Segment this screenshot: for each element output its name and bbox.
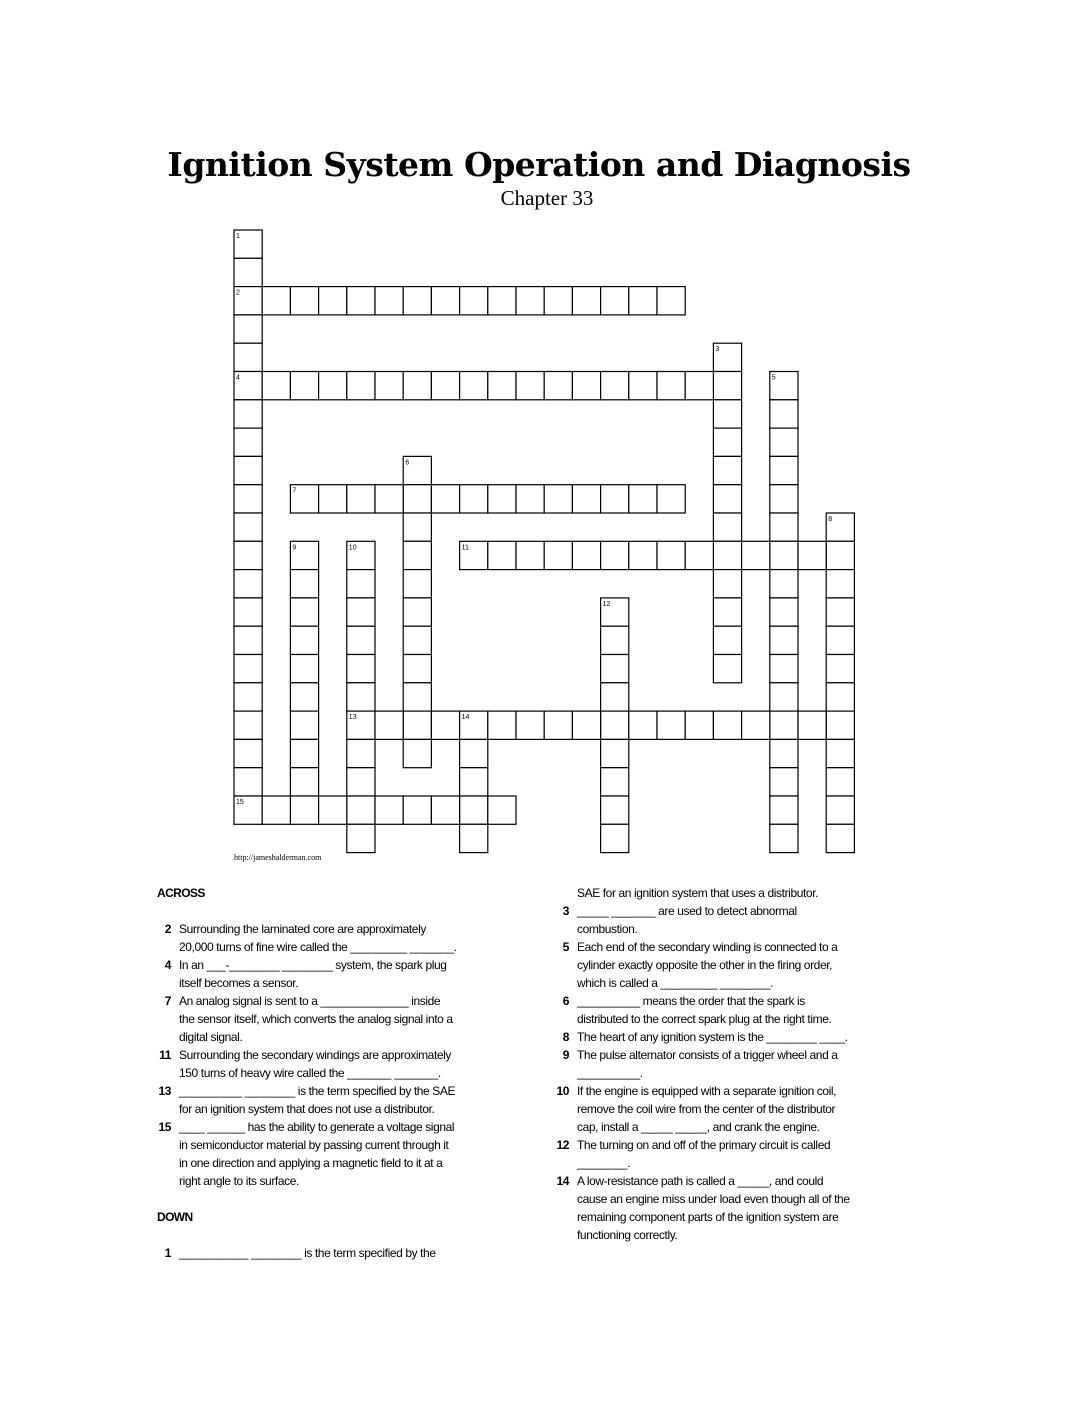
clue-text: Surrounding the laminated core are approximately bbox=[179, 922, 426, 936]
grid-cell[interactable] bbox=[713, 400, 741, 428]
grid-cell[interactable] bbox=[460, 372, 488, 400]
grid-cell[interactable] bbox=[601, 768, 629, 796]
grid-cell[interactable] bbox=[770, 428, 798, 456]
clue bbox=[157, 1244, 517, 1262]
clue-number: 7 bbox=[164, 994, 171, 1008]
grid-cell[interactable] bbox=[826, 683, 854, 711]
clue bbox=[157, 1046, 517, 1082]
clue-text: cap, install a _____ _____, and crank the engine. bbox=[577, 1120, 820, 1134]
grid-cell[interactable] bbox=[685, 541, 713, 569]
grid-cell[interactable] bbox=[713, 428, 741, 456]
grid-cell[interactable] bbox=[770, 541, 798, 569]
down-heading: DOWN bbox=[157, 1210, 193, 1224]
clue-text: Each end of the secondary winding is connected to a bbox=[577, 940, 838, 954]
clue-text: ___________ ________ is the term specified by the bbox=[179, 1246, 436, 1260]
cell-number: 3 bbox=[715, 346, 720, 354]
grid-cell[interactable] bbox=[798, 541, 826, 569]
grid-cell[interactable] bbox=[770, 400, 798, 428]
grid-cell[interactable] bbox=[629, 372, 657, 400]
page-title: Ignition System Operation and Diagnosis bbox=[167, 145, 911, 184]
grid-cell[interactable] bbox=[375, 372, 403, 400]
grid-cell[interactable] bbox=[770, 570, 798, 598]
clue-text: cylinder exactly opposite the other in the firing order, bbox=[577, 958, 833, 972]
grid-cell[interactable] bbox=[601, 824, 629, 852]
grid-cell[interactable] bbox=[601, 796, 629, 824]
grid-cell[interactable] bbox=[713, 570, 741, 598]
clue-text: the sensor itself, which converts the analog signal into a bbox=[179, 1012, 453, 1026]
clue-text: In an ___-________ ________ system, the spark plug bbox=[179, 958, 447, 972]
grid-cell[interactable] bbox=[713, 513, 741, 541]
grid-cell[interactable] bbox=[572, 372, 600, 400]
clue-number: 2 bbox=[164, 922, 171, 936]
grid-cell[interactable] bbox=[347, 485, 375, 513]
clue-number: 15 bbox=[158, 1120, 171, 1134]
grid-cell[interactable] bbox=[713, 598, 741, 626]
grid-cell[interactable] bbox=[516, 485, 544, 513]
grid-cell[interactable] bbox=[488, 372, 516, 400]
grid-cell[interactable] bbox=[713, 456, 741, 484]
grid-cell[interactable] bbox=[601, 372, 629, 400]
grid-cell[interactable] bbox=[234, 343, 262, 371]
grid-cell[interactable] bbox=[290, 570, 318, 598]
clue-text: combustion. bbox=[577, 922, 638, 936]
grid-cell[interactable] bbox=[319, 796, 347, 824]
clue-text: in one direction and applying a magnetic field to it at a bbox=[179, 1156, 443, 1170]
grid-cell[interactable] bbox=[403, 626, 431, 654]
grid-cell[interactable] bbox=[488, 711, 516, 739]
grid-cell[interactable] bbox=[826, 655, 854, 683]
grid-cell[interactable] bbox=[657, 287, 685, 315]
grid-cell[interactable] bbox=[770, 796, 798, 824]
grid-cell[interactable] bbox=[403, 683, 431, 711]
grid-cell[interactable] bbox=[262, 287, 290, 315]
clue-text: _____ _______ are used to detect abnormal bbox=[577, 904, 797, 918]
grid-cell[interactable] bbox=[488, 541, 516, 569]
grid-cell[interactable] bbox=[544, 541, 572, 569]
grid-cell[interactable] bbox=[657, 711, 685, 739]
grid-cell[interactable] bbox=[262, 372, 290, 400]
grid-cell[interactable] bbox=[347, 626, 375, 654]
grid-cell[interactable] bbox=[290, 796, 318, 824]
grid-cell[interactable] bbox=[713, 541, 741, 569]
grid-cell[interactable] bbox=[742, 541, 770, 569]
grid-cell[interactable] bbox=[403, 598, 431, 626]
clue-text: ____ ______ has the ability to generate a voltage signal bbox=[179, 1120, 455, 1134]
clue-number: 1 bbox=[164, 1246, 171, 1260]
grid-cell[interactable] bbox=[347, 287, 375, 315]
grid-cell[interactable] bbox=[347, 768, 375, 796]
grid-cell[interactable] bbox=[403, 372, 431, 400]
grid-cell[interactable] bbox=[629, 485, 657, 513]
grid-cell[interactable] bbox=[375, 485, 403, 513]
clue bbox=[157, 1082, 517, 1118]
clue-text: If the engine is equipped with a separate ignition coil, bbox=[577, 1084, 837, 1098]
clue bbox=[555, 938, 915, 992]
clue-text: cause an engine miss under load even though all of the bbox=[577, 1192, 850, 1206]
grid-cell[interactable] bbox=[770, 683, 798, 711]
grid-cell[interactable] bbox=[826, 824, 854, 852]
grid-cell[interactable] bbox=[234, 315, 262, 343]
grid-cell[interactable] bbox=[403, 711, 431, 739]
clue-text: remaining component parts of the ignition system are bbox=[577, 1210, 839, 1224]
grid-cell[interactable] bbox=[770, 711, 798, 739]
clue-text: functioning correctly. bbox=[577, 1228, 678, 1242]
grid-cell[interactable] bbox=[234, 456, 262, 484]
cell-number: 11 bbox=[461, 544, 469, 552]
grid-cell[interactable] bbox=[347, 570, 375, 598]
clue-text: distributed to the correct spark plug at the right time. bbox=[577, 1012, 832, 1026]
grid-cell[interactable] bbox=[826, 626, 854, 654]
grid-cell[interactable] bbox=[544, 372, 572, 400]
clue-text: A low-resistance path is called a _____, and could bbox=[577, 1174, 824, 1188]
clue-number: 5 bbox=[562, 940, 569, 954]
grid-cell[interactable] bbox=[516, 711, 544, 739]
grid-cell[interactable] bbox=[770, 598, 798, 626]
grid-cell[interactable] bbox=[403, 739, 431, 767]
grid-cell[interactable] bbox=[347, 796, 375, 824]
grid-cell[interactable] bbox=[347, 739, 375, 767]
grid-cell[interactable] bbox=[403, 541, 431, 569]
clue-number: 8 bbox=[562, 1030, 569, 1044]
grid-cell[interactable] bbox=[713, 485, 741, 513]
grid-cell[interactable] bbox=[290, 683, 318, 711]
grid-cell[interactable] bbox=[544, 711, 572, 739]
grid-cell[interactable] bbox=[826, 598, 854, 626]
grid-cell[interactable] bbox=[460, 768, 488, 796]
clue-text: __________ ________ is the term specified by the SAE bbox=[179, 1084, 456, 1098]
clue-number: 13 bbox=[158, 1084, 171, 1098]
cell-number: 13 bbox=[348, 714, 357, 722]
grid-cell[interactable] bbox=[319, 372, 347, 400]
grid-cell[interactable] bbox=[488, 287, 516, 315]
grid-cell[interactable] bbox=[657, 485, 685, 513]
grid-cell[interactable] bbox=[770, 768, 798, 796]
grid-cell[interactable] bbox=[601, 541, 629, 569]
grid-cell[interactable] bbox=[826, 768, 854, 796]
grid-cell[interactable] bbox=[713, 711, 741, 739]
clue-text: remove the coil wire from the center of the distributor bbox=[577, 1102, 836, 1116]
grid-cell[interactable] bbox=[234, 485, 262, 513]
grid-cell[interactable] bbox=[460, 796, 488, 824]
clue-continuation bbox=[555, 884, 915, 902]
grid-cell[interactable] bbox=[234, 541, 262, 569]
grid-cell[interactable] bbox=[657, 372, 685, 400]
grid-cell[interactable] bbox=[713, 655, 741, 683]
grid-cell[interactable] bbox=[403, 570, 431, 598]
grid-cell[interactable] bbox=[601, 626, 629, 654]
clue bbox=[555, 992, 915, 1028]
grid-cell[interactable] bbox=[234, 768, 262, 796]
grid-cell[interactable] bbox=[375, 711, 403, 739]
clue-text: Surrounding the secondary windings are approximately bbox=[179, 1048, 452, 1062]
grid-cell[interactable] bbox=[403, 287, 431, 315]
cell-number: 4 bbox=[236, 374, 240, 382]
grid-cell[interactable] bbox=[516, 287, 544, 315]
clue bbox=[555, 1172, 915, 1244]
grid-cell[interactable] bbox=[319, 287, 347, 315]
cell-number: 10 bbox=[348, 544, 357, 552]
grid-cell[interactable] bbox=[290, 768, 318, 796]
grid-cell[interactable] bbox=[431, 711, 459, 739]
grid-cell[interactable] bbox=[657, 541, 685, 569]
clue-text: __________. bbox=[577, 1066, 643, 1080]
clue-number: 14 bbox=[556, 1174, 569, 1188]
grid-cell[interactable] bbox=[347, 683, 375, 711]
grid-cell[interactable] bbox=[770, 626, 798, 654]
cell-number: 7 bbox=[292, 487, 297, 495]
grid-cell[interactable] bbox=[572, 485, 600, 513]
clue bbox=[555, 1136, 915, 1172]
grid-cell[interactable] bbox=[770, 655, 798, 683]
source-url: http://jameshalderman.com bbox=[234, 853, 322, 862]
grid-cell[interactable] bbox=[234, 400, 262, 428]
clue bbox=[157, 956, 517, 992]
clue bbox=[555, 902, 915, 938]
grid-cell[interactable] bbox=[629, 287, 657, 315]
grid-cell[interactable] bbox=[375, 796, 403, 824]
clue bbox=[157, 992, 517, 1046]
grid-cell[interactable] bbox=[601, 683, 629, 711]
clue-text: for an ignition system that does not use a distributor. bbox=[179, 1102, 435, 1116]
clue-text: An analog signal is sent to a ______________ inside bbox=[179, 994, 441, 1008]
across-clues bbox=[157, 920, 517, 1262]
cell-number: 12 bbox=[602, 600, 611, 608]
grid-cell[interactable] bbox=[629, 711, 657, 739]
grid-cell[interactable] bbox=[572, 711, 600, 739]
grid-cell[interactable] bbox=[460, 485, 488, 513]
grid-cell[interactable] bbox=[234, 655, 262, 683]
clue-text: right angle to its surface. bbox=[179, 1174, 299, 1188]
clue-text: in semiconductor material by passing current through it bbox=[179, 1138, 449, 1152]
grid-cell[interactable] bbox=[234, 626, 262, 654]
grid-cell[interactable] bbox=[403, 485, 431, 513]
grid-cell[interactable] bbox=[742, 711, 770, 739]
clue-text: 20,000 turns of fine wire called the _________ _______. bbox=[179, 940, 457, 954]
grid-cell[interactable] bbox=[290, 372, 318, 400]
grid-cell[interactable] bbox=[319, 485, 347, 513]
grid-cell[interactable] bbox=[770, 485, 798, 513]
down-clues bbox=[555, 884, 915, 1244]
clue-text: The heart of any ignition system is the ________ ____. bbox=[577, 1030, 848, 1044]
across-heading: ACROSS bbox=[157, 886, 205, 900]
grid-cell[interactable] bbox=[290, 739, 318, 767]
grid-cell[interactable] bbox=[431, 287, 459, 315]
grid-cell[interactable] bbox=[460, 287, 488, 315]
clue-text: The pulse alternator consists of a trigger wheel and a bbox=[577, 1048, 838, 1062]
grid-cell[interactable] bbox=[290, 598, 318, 626]
cell-number: 2 bbox=[236, 289, 240, 297]
clue-number: 4 bbox=[164, 958, 171, 972]
grid-cell[interactable] bbox=[601, 655, 629, 683]
clue-text: which is called a _________ ________. bbox=[577, 976, 774, 990]
grid-cell[interactable] bbox=[516, 372, 544, 400]
page-subtitle: Chapter 33 bbox=[500, 186, 594, 210]
grid-cell[interactable] bbox=[601, 485, 629, 513]
grid-cell[interactable] bbox=[685, 711, 713, 739]
cell-number: 15 bbox=[236, 799, 244, 806]
grid-cell[interactable] bbox=[826, 570, 854, 598]
cell-number: 9 bbox=[292, 544, 297, 552]
grid-cell[interactable] bbox=[770, 456, 798, 484]
grid-cell[interactable] bbox=[601, 739, 629, 767]
grid-cell[interactable] bbox=[826, 541, 854, 569]
clue-number: 9 bbox=[562, 1048, 569, 1062]
grid-cell[interactable] bbox=[431, 485, 459, 513]
grid-cell[interactable] bbox=[234, 739, 262, 767]
grid-cell[interactable] bbox=[798, 711, 826, 739]
grid-cell[interactable] bbox=[347, 655, 375, 683]
grid-cell[interactable] bbox=[770, 513, 798, 541]
clue bbox=[157, 920, 517, 956]
grid-cell[interactable] bbox=[488, 796, 516, 824]
grid-cell[interactable] bbox=[375, 287, 403, 315]
clue-text: The turning on and off of the primary circuit is called bbox=[577, 1138, 831, 1152]
grid-cell[interactable] bbox=[290, 711, 318, 739]
cell-number: 1 bbox=[236, 233, 240, 240]
clue-text: __________ means the order that the spark is bbox=[577, 994, 805, 1008]
grid-cell[interactable] bbox=[460, 739, 488, 767]
grid-cell[interactable] bbox=[460, 824, 488, 852]
cell-number: 14 bbox=[461, 714, 470, 722]
clue bbox=[157, 1118, 517, 1190]
grid-cell[interactable] bbox=[826, 796, 854, 824]
grid-cell[interactable] bbox=[572, 541, 600, 569]
grid-cell[interactable] bbox=[262, 796, 290, 824]
grid-cell[interactable] bbox=[290, 655, 318, 683]
cell-number: 5 bbox=[771, 374, 776, 382]
grid-cell[interactable] bbox=[516, 541, 544, 569]
clue bbox=[555, 1028, 915, 1046]
grid-cell[interactable] bbox=[347, 372, 375, 400]
cell-number: 8 bbox=[828, 516, 833, 523]
grid-cell[interactable] bbox=[601, 711, 629, 739]
grid-cell[interactable] bbox=[826, 739, 854, 767]
grid-cell[interactable] bbox=[488, 485, 516, 513]
grid-cell[interactable] bbox=[234, 683, 262, 711]
grid-cell[interactable] bbox=[544, 485, 572, 513]
clue-number: 10 bbox=[556, 1084, 569, 1098]
grid-cell[interactable] bbox=[601, 287, 629, 315]
clue bbox=[555, 1082, 915, 1136]
clue-number: 11 bbox=[159, 1048, 171, 1062]
grid-cell[interactable] bbox=[347, 824, 375, 852]
grid-cell[interactable] bbox=[234, 598, 262, 626]
clue-text: SAE for an ignition system that uses a distributor. bbox=[577, 886, 819, 900]
grid-cell[interactable] bbox=[403, 513, 431, 541]
grid-cell[interactable] bbox=[770, 824, 798, 852]
cell-number: 6 bbox=[405, 459, 410, 467]
grid-cell[interactable] bbox=[572, 287, 600, 315]
clue bbox=[555, 1046, 915, 1082]
grid-cell[interactable] bbox=[234, 513, 262, 541]
grid-cell[interactable] bbox=[290, 626, 318, 654]
grid-cell[interactable] bbox=[713, 372, 741, 400]
grid-cell[interactable] bbox=[403, 796, 431, 824]
grid-cell[interactable] bbox=[431, 372, 459, 400]
grid-cell[interactable] bbox=[234, 258, 262, 286]
grid-cell[interactable] bbox=[347, 598, 375, 626]
grid-cell[interactable] bbox=[544, 287, 572, 315]
grid-cell[interactable] bbox=[403, 655, 431, 683]
clue-text: 150 turns of heavy wire called the _______ _______. bbox=[179, 1066, 441, 1080]
grid-cell[interactable] bbox=[234, 570, 262, 598]
clue-text: itself becomes a sensor. bbox=[179, 976, 299, 990]
clue-text: ________. bbox=[577, 1156, 631, 1170]
grid-cell[interactable] bbox=[770, 739, 798, 767]
grid-cell[interactable] bbox=[713, 626, 741, 654]
grid-cell[interactable] bbox=[234, 428, 262, 456]
clue-text: digital signal. bbox=[179, 1030, 243, 1044]
grid-cell[interactable] bbox=[629, 541, 657, 569]
clue-number: 12 bbox=[556, 1138, 569, 1152]
grid-cell[interactable] bbox=[431, 796, 459, 824]
grid-cell[interactable] bbox=[234, 711, 262, 739]
clue-number: 6 bbox=[562, 994, 569, 1008]
clue-number: 3 bbox=[562, 904, 569, 918]
grid-cell[interactable] bbox=[826, 711, 854, 739]
grid-cell[interactable] bbox=[685, 372, 713, 400]
grid-cell[interactable] bbox=[290, 287, 318, 315]
